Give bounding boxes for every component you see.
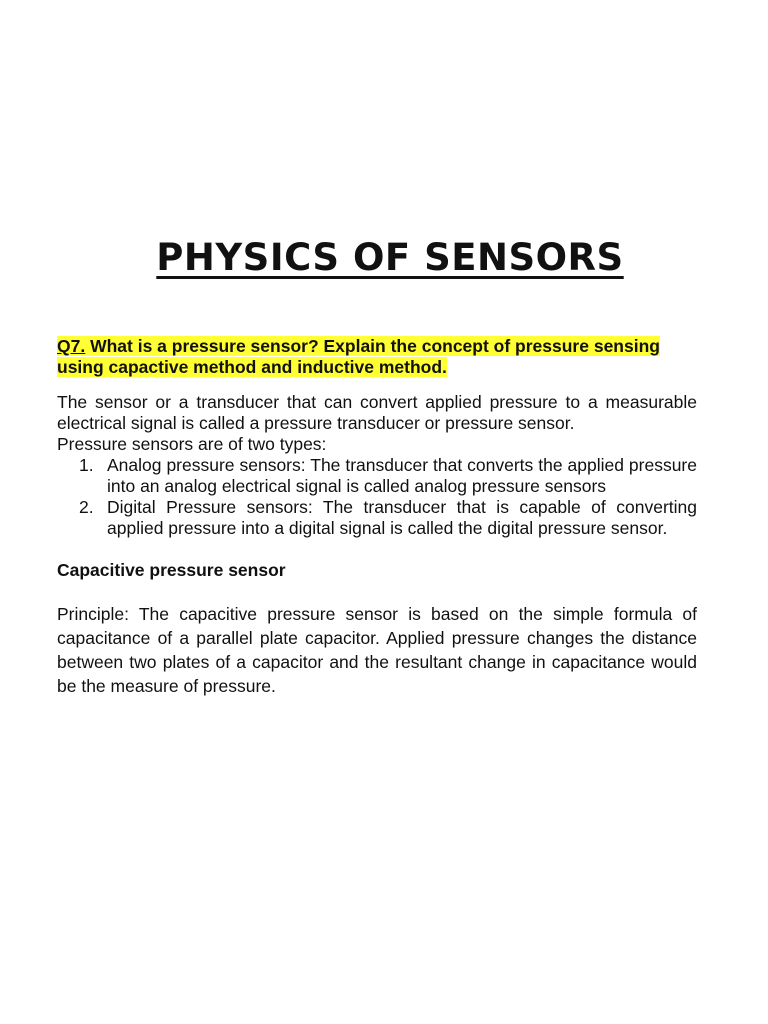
list-item-number: 2. [79, 497, 94, 517]
list-item [79, 455, 697, 497]
list-item [79, 497, 697, 539]
question-heading [57, 336, 697, 378]
section-heading: Capacitive pressure sensor [57, 560, 286, 580]
document-body [57, 336, 697, 698]
types-list [57, 455, 697, 539]
page-title: PHYSICS OF SENSORS [156, 236, 624, 279]
list-item-text: Digital Pressure sensors: The transducer that is capable of converting applied pressure into a digital signal is called the digital pressure sensor. [107, 497, 697, 538]
list-item-number: 1. [79, 455, 94, 475]
question-text: What is a pressure sensor? Explain the concept of pressure sensing using capactive method and inductive method. [57, 336, 660, 377]
principle-paragraph: Principle: The capacitive pressure sensor is based on the simple formula of capacitance of a parallel plate capacitor. Applied pressure changes the distance between two plates of a capacitor and the resultant change in capacitance would be the measure of pressure. [57, 604, 697, 696]
intro-paragraph: The sensor or a transducer that can convert applied pressure to a measurable electrical signal is called a pressure transducer or pressure sensor. [57, 392, 697, 433]
question-highlight [57, 336, 660, 377]
question-number: Q7. [57, 336, 86, 356]
types-intro: Pressure sensors are of two types: [57, 434, 327, 454]
list-item-text: Analog pressure sensors: The transducer that converts the applied pressure into an analog electrical signal is called analog pressure sensors [107, 455, 697, 496]
